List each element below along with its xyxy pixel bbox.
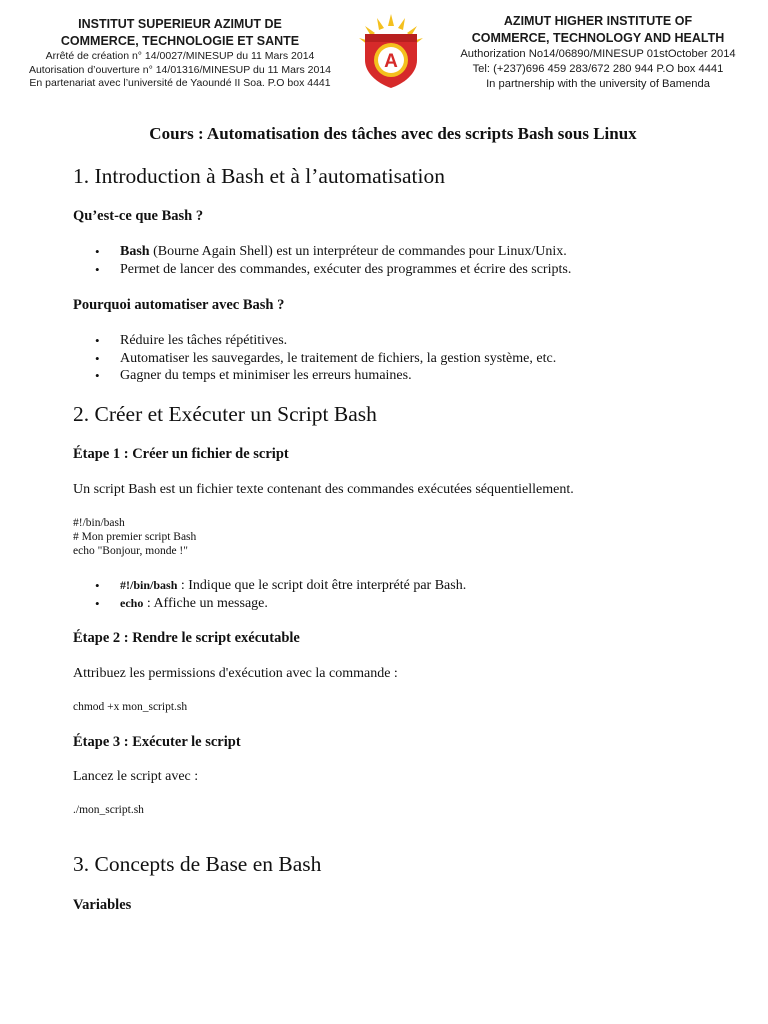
- step2-heading: Étape 2 : Rendre le script exécutable: [73, 630, 300, 646]
- partnership-fr: En partenariat avec l’université de Yaoundé II Soa. P.O box 4441: [29, 77, 331, 89]
- what-is-bash-list: [73, 243, 571, 278]
- institute-name-fr-line1: INSTITUT SUPERIEUR AZIMUT DE: [78, 17, 282, 31]
- step1-description: Un script Bash est un fichier texte contenant des commandes exécutées séquentiellement.: [73, 482, 574, 497]
- section1-heading: 1. Introduction à Bash et à l’automatisation: [73, 164, 445, 188]
- list-item: • Gagner du temps et minimiser les erreurs humaines.: [73, 367, 556, 385]
- list-item: • echo : Affiche un message.: [73, 595, 466, 613]
- header-left-french: [22, 16, 338, 91]
- opening-authorization: Autorisation d’ouverture n° 14/01316/MINESUP du 11 Mars 2014: [28, 63, 332, 76]
- code-line: # Mon premier script Bash: [73, 531, 197, 543]
- logo-letter: A: [384, 51, 398, 72]
- code-line: echo "Bonjour, monde !": [73, 545, 188, 557]
- script-code-block: [73, 516, 196, 558]
- section3-heading: 3. Concepts de Base en Bash: [73, 852, 322, 876]
- chmod-command: chmod +x mon_script.sh: [73, 701, 188, 713]
- what-is-bash-heading: Qu’est-ce que Bash ?: [73, 208, 204, 224]
- step1-explanation-list: [73, 577, 466, 612]
- institute-name-en-line2: COMMERCE, TECHNOLOGY AND HEALTH: [471, 31, 725, 45]
- list-item: • Permet de lancer des commandes, exécuter des programmes et écrire des scripts.: [73, 261, 571, 279]
- creation-decree: Arrêté de création n° 14/0027/MINESUP du 11 Mars 2014: [45, 50, 315, 62]
- code-line: #!/bin/bash: [73, 517, 125, 529]
- why-automate-list: [73, 332, 556, 385]
- step3-description: Lancez le script avec :: [73, 769, 199, 784]
- contact-telephone: Tel: (+237)696 459 283/672 280 944 P.O box 4441: [472, 63, 724, 75]
- section2-heading: 2. Créer et Exécuter un Script Bash: [73, 402, 377, 426]
- institute-name-en-line1: AZIMUT HIGHER INSTITUTE OF: [503, 14, 693, 28]
- step3-heading: Étape 3 : Exécuter le script: [73, 734, 241, 750]
- step1-heading: Étape 1 : Créer un fichier de script: [73, 446, 289, 462]
- list-item: • Automatiser les sauvegardes, le traitement de fichiers, la gestion système, etc.: [73, 350, 556, 368]
- authorization-en: Authorization No14/06890/MINESUP 01stOctober 2014: [460, 48, 736, 60]
- step2-description: Attribuez les permissions d'exécution avec la commande :: [73, 666, 398, 681]
- variables-heading: Variables: [73, 897, 132, 913]
- header-right-english: [448, 13, 748, 92]
- list-item: • #!/bin/bash : Indique que le script doit être interprété par Bash.: [73, 577, 466, 595]
- partnership-en: In partnership with the university of Bamenda: [486, 78, 710, 90]
- list-item: • Réduire les tâches répétitives.: [73, 332, 556, 350]
- why-automate-heading: Pourquoi automatiser avec Bash ?: [73, 297, 285, 313]
- run-command: ./mon_script.sh: [73, 804, 144, 816]
- document-header: [0, 0, 768, 100]
- institute-name-fr-line2: COMMERCE, TECHNOLOGIE ET SANTE: [60, 34, 300, 48]
- list-item: • Bash (Bourne Again Shell) est un interpréteur de commandes pour Linux/Unix.: [73, 243, 571, 261]
- azimut-shield-logo-icon: [355, 12, 427, 90]
- course-title: Cours : Automatisation des tâches avec des scripts Bash sous Linux: [149, 124, 637, 143]
